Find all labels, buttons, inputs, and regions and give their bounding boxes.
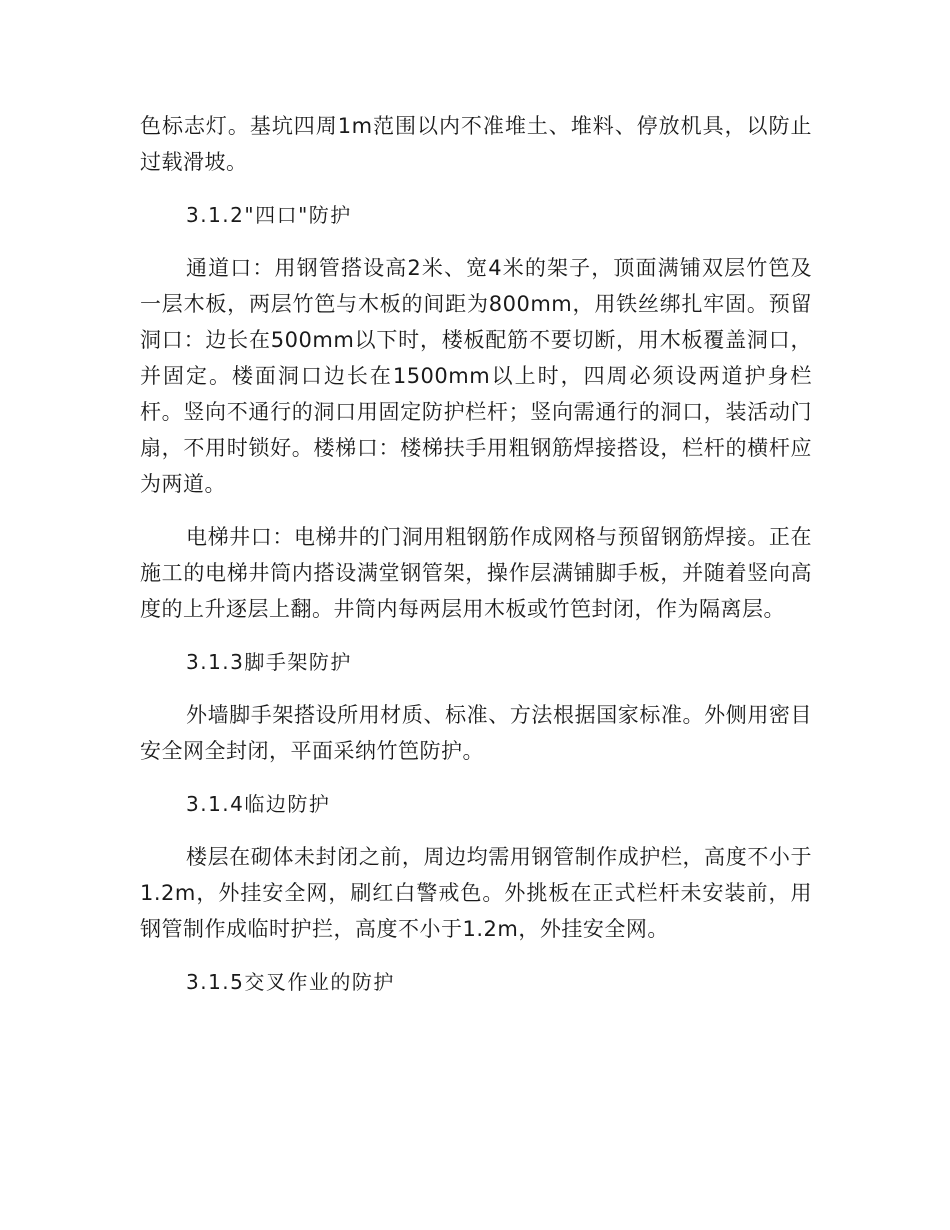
section-heading-four-openings: 3.1.2"四口"防护 xyxy=(186,203,352,227)
paragraph-pit-safety: 色标志灯。基坑四周1m范围以内不准堆土、堆料、停放机具，以防止过载滑坡。 xyxy=(140,114,812,174)
section-heading-scaffold: 3.1.3脚手架防护 xyxy=(186,650,352,674)
paragraph-passage-openings: 通道口：用钢管搭设高2米、宽4米的架子，顶面满铺双层竹笆及一层木板，两层竹笆与木板的间距为800mm，用铁丝绑扎牢固。预留洞口：边长在500mm以下时，楼板配筋不要切断，用木板覆盖洞口，并固定。楼面洞口边长在1500mm以上时，四周必须设两道护身栏杆。竖向不通行的洞口用固定防护栏杆；竖向需通行的洞口，装活动门扇，不用时锁好。楼梯口：楼梯扶手用粗钢筋焊接搭设，栏杆的横杆应为两道。 xyxy=(140,256,812,496)
section-heading-cross-operation: 3.1.5交叉作业的防护 xyxy=(186,970,395,994)
paragraph-edge-protection: 楼层在砌体未封闭之前，周边均需用钢管制作成护栏，高度不小于1.2m，外挂安全网，刷红白警戒色。外挑板在正式栏杆未安装前，用钢管制作成临时护拦，高度不小于1.2m，外挂安全网。 xyxy=(140,845,812,941)
section-heading-edge-protection: 3.1.4临边防护 xyxy=(186,792,331,816)
paragraph-scaffold: 外墙脚手架搭设所用材质、标准、方法根据国家标准。外侧用密目安全网全封闭，平面采纳竹笆防护。 xyxy=(140,703,812,763)
document-body xyxy=(140,108,812,1017)
paragraph-elevator-shaft: 电梯井口：电梯井的门洞用粗钢筋作成网格与预留钢筋焊接。正在施工的电梯井筒内搭设满堂钢管架，操作层满铺脚手板，并随着竖向高度的上升逐层上翻。井筒内每两层用木板或竹笆封闭，作为隔离层。 xyxy=(140,525,812,621)
